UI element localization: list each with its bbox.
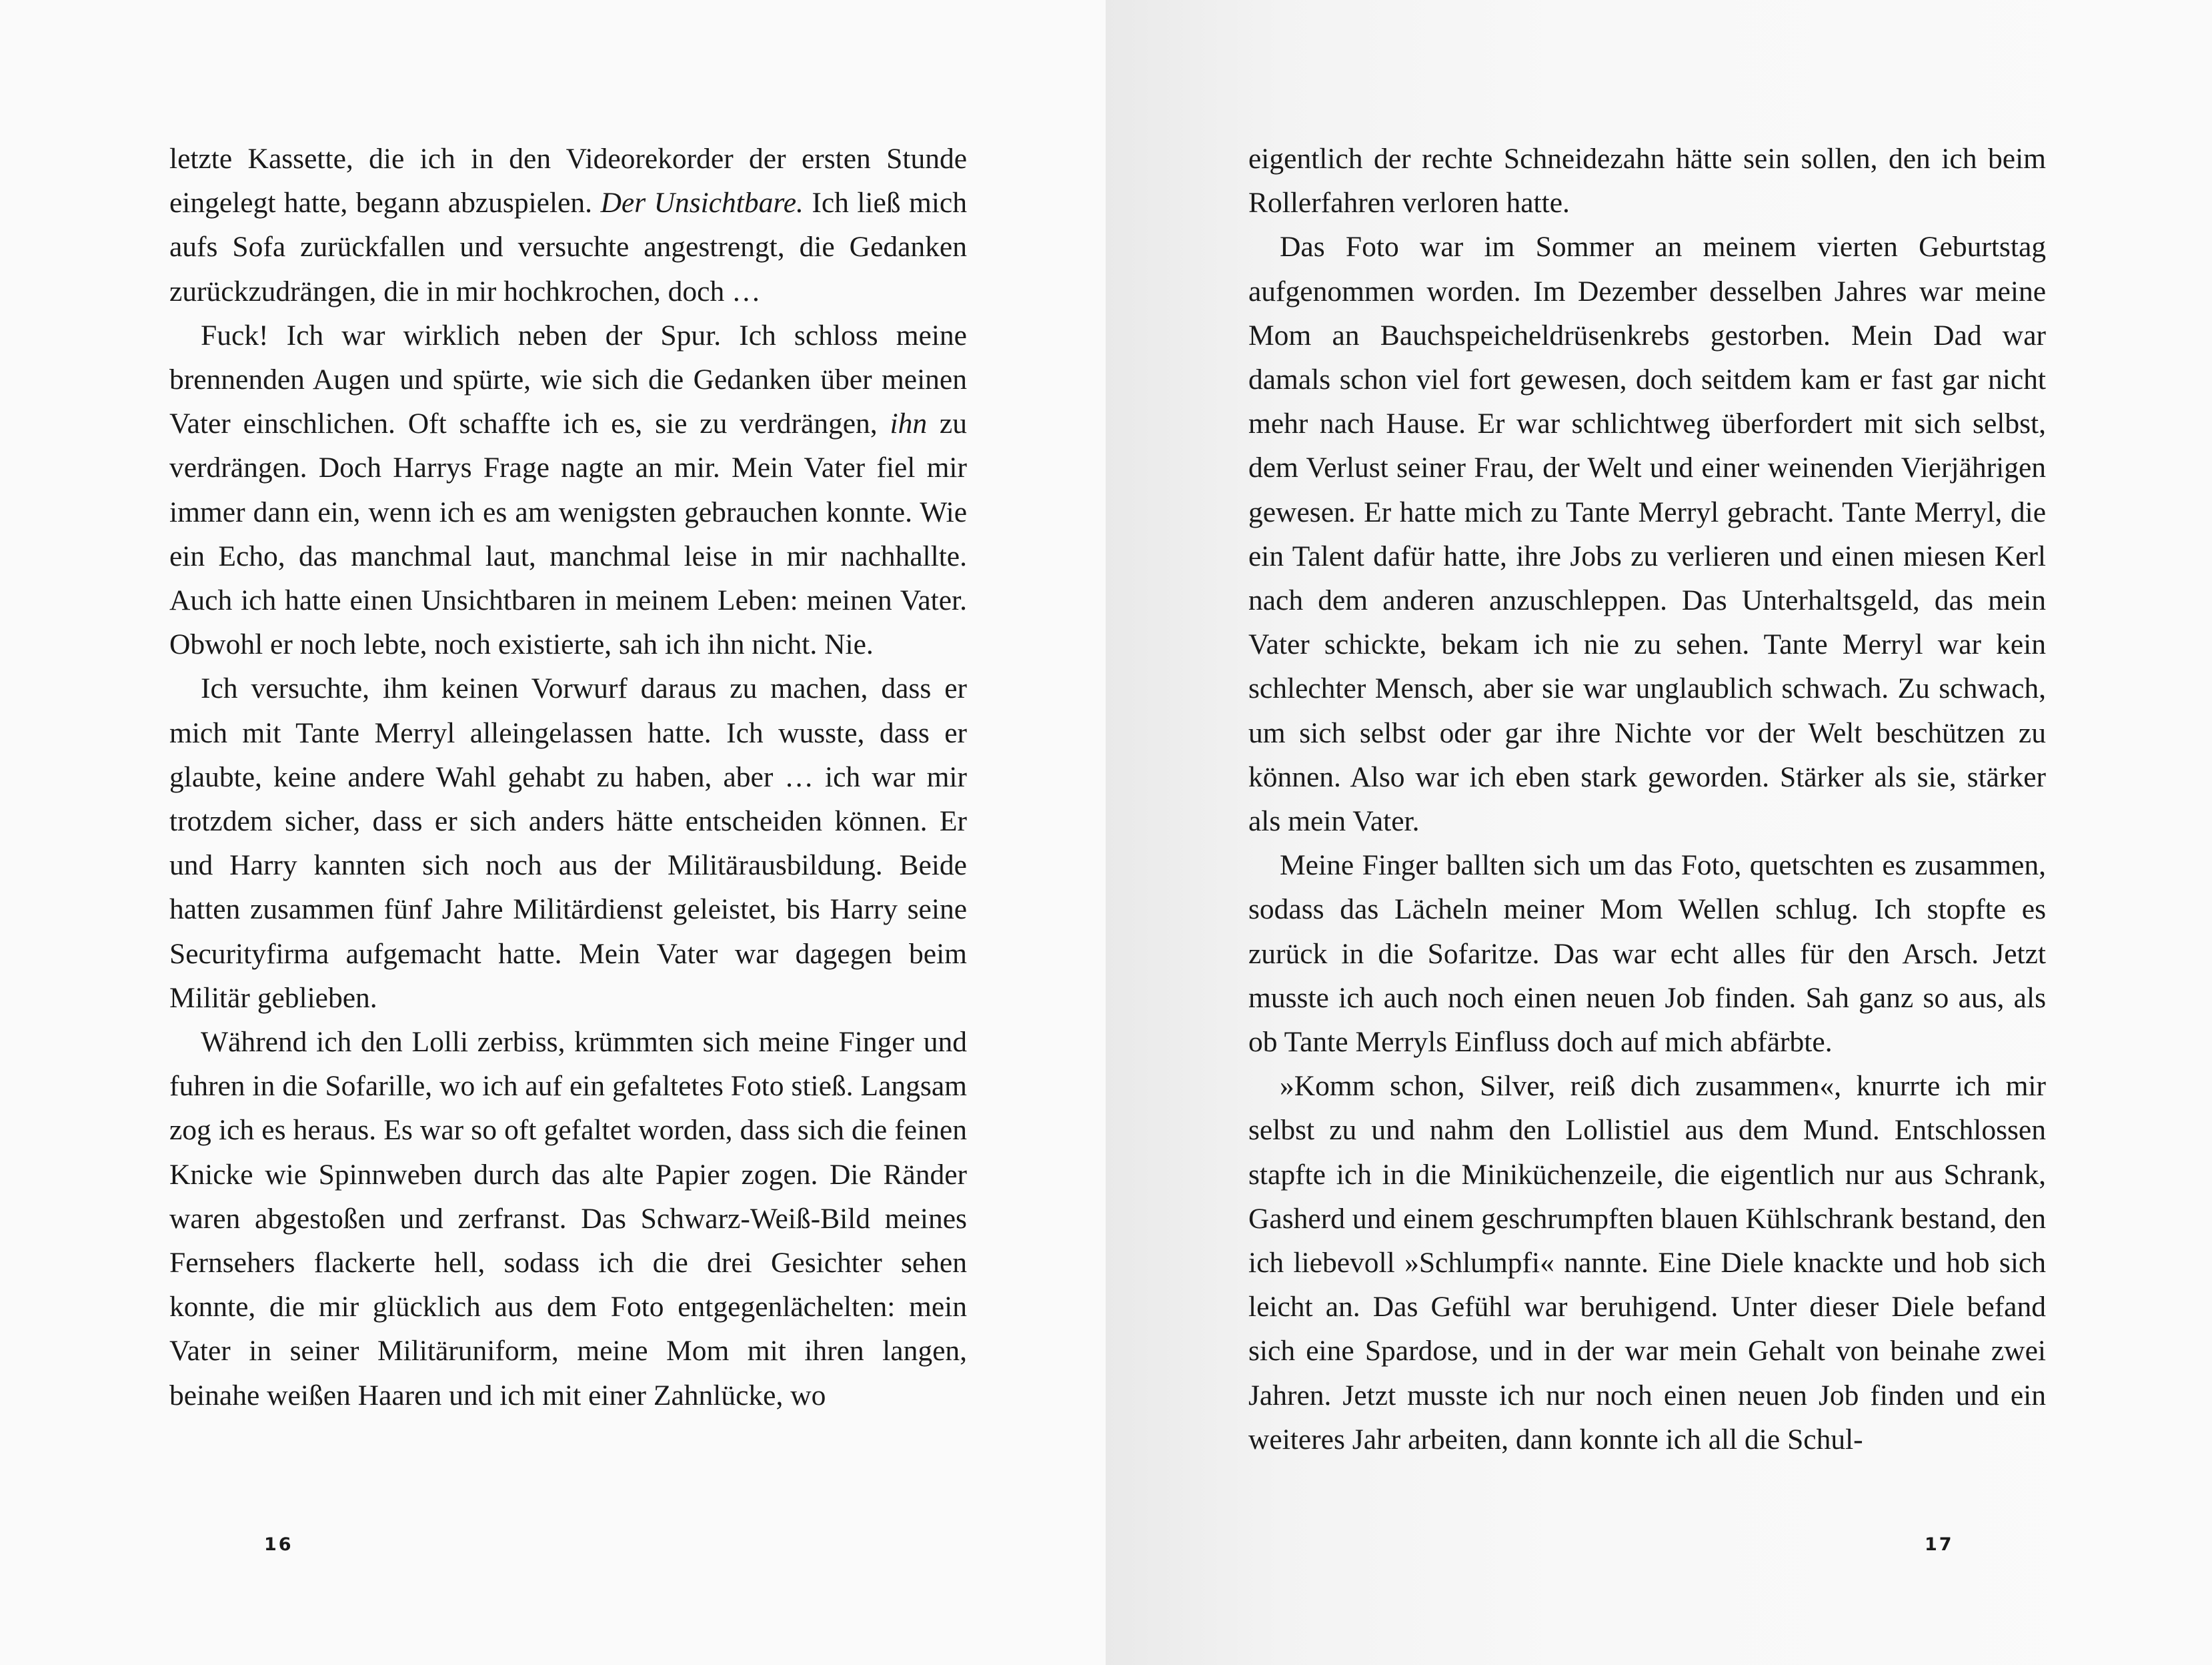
text-run: Meine Finger ballten sich um das Foto, quetschten es zusammen, sodass das Lächeln meiner Mom Wellen schlug. Ich stopfte es zurück in die Sofaritze. Das war echt alles für den Arsch. Jetzt musste ich auch noch einen neuen Job finden. Sah ganz so aus, als ob Tante Merryls Einfluss doch auf mich abfärbte. (1248, 849, 2046, 1059)
text-run: Ich versuchte, ihm keinen Vorwurf daraus zu machen, dass er mich mit Tante Merryl alleingelassen hatte. Ich wusste, dass er glaubte, keine andere Wahl gehabt zu haben, aber … ich war mir trotzdem sicher, dass er sich anders hätte entscheiden können. Er und Harry kannten sich noch aus der Militärausbildung. Beide hatten zusammen fünf Jahre Militärdienst geleistet, bis Harry seine Securityfirma aufgemacht hatte. Mein Vater war dagegen beim Militär geblieben. (169, 672, 967, 1014)
italic-title: Der Unsichtbare. (600, 187, 804, 219)
paragraph (169, 137, 967, 314)
paragraph (1248, 843, 2046, 1064)
paragraph (1248, 225, 2046, 843)
italic-emphasis: ihn (890, 408, 928, 440)
paragraph (169, 314, 967, 667)
right-page (1106, 0, 2212, 1665)
text-run: zu verdrängen. Doch Harrys Frage nagte an mir. Mein Vater fiel mir immer dann ein, wenn ich es am wenigsten gebrauchen konnte. Wie ein Echo, das manchmal laut, manchmal leise in mir nachhallte. Auch ich hatte einen Unsichtbaren in meinem Leben: meinen Vater. Obwohl er noch lebte, noch existierte, sah ich ihn nicht. Nie. (169, 408, 967, 661)
page-number: 17 (1925, 1534, 1954, 1555)
text-run: Das Foto war im Sommer an meinem vierten Geburtstag aufgenommen worden. Im Dezember desselben Jahres war meine Mom an Bauchspeicheldrüsenkrebs gestorben. Mein Dad war damals schon viel fort gewesen, doch seitdem kam er fast gar nicht mehr nach Hause. Er war schlichtweg überfordert mit sich selbst, dem Verlust seiner Frau, der Welt und einer weinenden Vierjährigen gewesen. Er hatte mich zu Tante Merryl gebracht. Tante Merryl, die ein Talent dafür hatte, ihre Jobs zu verlieren und einen miesen Kerl nach dem anderen anzuschleppen. Das Unterhaltsgeld, das mein Vater schickte, bekam ich nie zu sehen. Tante Merryl war kein schlechter Mensch, aber sie war unglaublich schwach. Zu schwach, um sich selbst oder gar ihre Nichte vor der Welt beschützen zu können. Also war ich eben stark geworden. Stärker als sie, stärker als mein Vater. (1248, 231, 2046, 838)
paragraph (1248, 137, 2046, 225)
right-page-text (1248, 137, 2046, 1462)
text-run: letzte Kassette, die ich in den Videorekorder der ersten Stunde eingelegt hatte, begann abzuspielen. (169, 143, 967, 219)
text-run: Ich ließ mich aufs Sofa zurückfallen und versuchte angestrengt, die Gedanken zurückzudrängen, die in mir hochkrochen, doch … (169, 187, 967, 308)
page-number: 16 (264, 1534, 293, 1555)
paragraph (169, 1020, 967, 1418)
paragraph (1248, 1064, 2046, 1462)
paragraph (169, 666, 967, 1020)
text-run: Während ich den Lolli zerbiss, krümmten sich meine Finger und fuhren in die Sofarille, wo ich auf ein gefaltetes Foto stieß. Langsam zog ich es heraus. Es war so oft gefaltet worden, dass sich die feinen Knicke wie Spinnweben durch das alte Papier zogen. Die Ränder waren abgestoßen und zerfranst. Das Schwarz-Weiß-Bild meines Fernsehers flackerte hell, sodass ich die drei Gesichter sehen konnte, die mir glücklich aus dem Foto entgegenlächelten: mein Vater in seiner Militäruniform, meine Mom mit ihren langen, beinahe weißen Haaren und ich mit einer Zahnlücke, wo (169, 1026, 967, 1412)
text-run: eigentlich der rechte Schneidezahn hätte sein sollen, den ich beim Rollerfahren verloren hatte. (1248, 143, 2046, 219)
left-page-text (169, 137, 967, 1418)
text-run: »Komm schon, Silver, reiß dich zusammen«, knurrte ich mir selbst zu und nahm den Lollistiel aus dem Mund. Entschlossen stapfte ich in die Miniküchenzeile, die eigentlich nur aus Schrank, Gasherd und einem geschrumpften blauen Kühlschrank bestand, den ich liebevoll »Schlumpfi« nannte. Eine Diele knackte und hob sich leicht an. Das Gefühl war beruhigend. Unter dieser Diele befand sich eine Spardose, und in der war mein Gehalt von beinahe zwei Jahren. Jetzt musste ich nur noch einen neuen Job finden und ein weiteres Jahr arbeiten, dann konnte ich all die Schul- (1248, 1070, 2046, 1456)
text-run: Fuck! Ich war wirklich neben der Spur. Ich schloss meine brennenden Augen und spürte, wie sich die Gedanken über meinen Vater einschlichen. Oft schaffte ich es, sie zu verdrängen, (169, 319, 967, 440)
